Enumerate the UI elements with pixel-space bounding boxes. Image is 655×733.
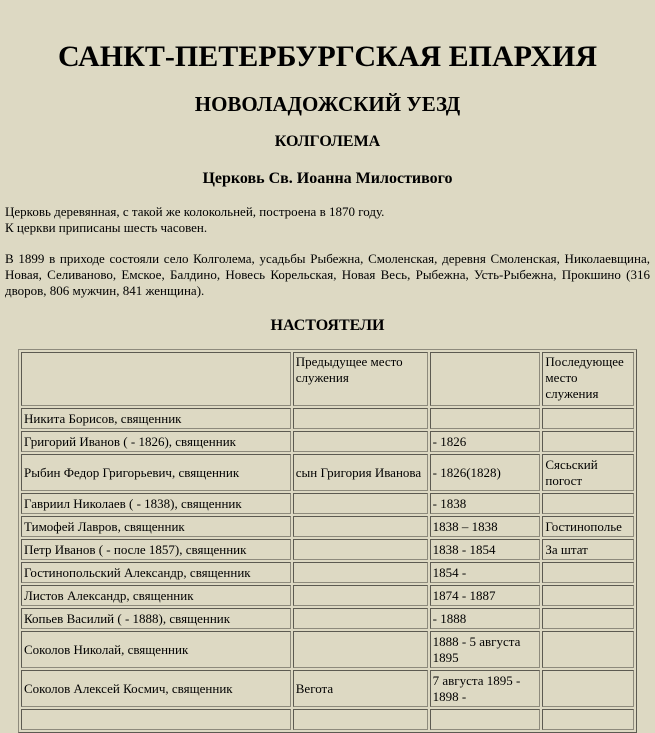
table-row — [21, 431, 634, 452]
cell-period: - 1826(1828) — [430, 454, 541, 491]
cell-next: За штат — [542, 539, 634, 560]
table-row — [21, 585, 634, 606]
cell-name: Рыбин Федор Григорьевич, священник — [21, 454, 291, 491]
cell-next — [542, 670, 634, 707]
cell-previous — [293, 562, 428, 583]
rectors-table — [18, 349, 637, 733]
table-row — [21, 516, 634, 537]
cell-period: - 1888 — [430, 608, 541, 629]
cell-period — [430, 408, 541, 429]
cell-next: Сясьский погост — [542, 454, 634, 491]
cell-next — [542, 408, 634, 429]
cell-previous — [293, 493, 428, 514]
cell-period: - 1826 — [430, 431, 541, 452]
table-row — [21, 670, 634, 707]
cell-previous — [293, 631, 428, 668]
cell-next — [542, 631, 634, 668]
church-description — [5, 189, 650, 236]
cell-name: Петр Иванов ( - после 1857), священник — [21, 539, 291, 560]
place-title: КОЛГОЛЕМА — [274, 133, 381, 150]
table-row — [21, 631, 634, 668]
cell-period: - 1838 — [430, 493, 541, 514]
cell-previous — [293, 585, 428, 606]
cell-name: Никита Борисов, священник — [21, 408, 291, 429]
table-row — [21, 408, 634, 429]
district-title: НОВОЛАДОЖСКИЙ УЕЗД — [194, 92, 461, 116]
cell-previous — [293, 608, 428, 629]
cell-name: Григорий Иванов ( - 1826), священник — [21, 431, 291, 452]
rectors-table-wrapper — [18, 349, 637, 733]
header-next-service: Последующее место служения — [542, 352, 634, 406]
cell-previous — [293, 516, 428, 537]
cell-next — [542, 608, 634, 629]
cell-name: Соколов Алексей Космич, священник — [21, 670, 291, 707]
table-header-row — [21, 352, 634, 406]
cell-name: Тимофей Лавров, священник — [21, 516, 291, 537]
cell-next — [542, 493, 634, 514]
description-line-1: Церковь деревянная, с такой же колокольней, построена в 1870 году. — [5, 204, 385, 219]
cell-period: 7 августа 1895 - 1898 - — [430, 670, 541, 707]
cell-next — [542, 431, 634, 452]
header-name — [21, 352, 291, 406]
parish-description: В 1899 в приходе состояли село Колголема, усадьбы Рыбежна, Смоленская, деревня Смоленская, Николаевщина, Новая, Селиваново, Емское, Балдино, Новесь Корельская, Новая Весь, Рыбежна, Усть-Рыбежна, Прокшино (316 дворов, 806 мужчин, 841 женщина). — [5, 251, 650, 298]
table-row — [21, 608, 634, 629]
cell-previous: сын Григория Иванова — [293, 454, 428, 491]
cell-next: Гостинополье — [542, 516, 634, 537]
header-period — [430, 352, 541, 406]
cell-period: 1888 - 5 августа 1895 — [430, 631, 541, 668]
cell-name: Гостинопольский Александр, священник — [21, 562, 291, 583]
table-row — [21, 562, 634, 583]
cell-name: Соколов Николай, священник — [21, 631, 291, 668]
cell-previous: Вегота — [293, 670, 428, 707]
cell-name: Листов Александр, священник — [21, 585, 291, 606]
cell-previous — [293, 408, 428, 429]
cell-name: Гавриил Николаев ( - 1838), священник — [21, 493, 291, 514]
page — [0, 0, 655, 336]
cell-next — [542, 585, 634, 606]
cell-next — [542, 562, 634, 583]
cell-period: 1874 - 1887 — [430, 585, 541, 606]
description-line-2: К церкви приписаны шесть часовен. — [5, 220, 208, 235]
diocese-title: САНКТ-ПЕТЕРБУРГСКАЯ ЕПАРХИЯ — [57, 40, 598, 73]
table-row — [21, 493, 634, 514]
church-title: Церковь Св. Иоанна Милостивого — [202, 170, 453, 187]
cell-period: 1838 – 1838 — [430, 516, 541, 537]
table-row — [21, 454, 634, 491]
table-row — [21, 539, 634, 560]
cell-period: 1838 - 1854 — [430, 539, 541, 560]
section-title-rectors: НАСТОЯТЕЛИ — [270, 317, 385, 334]
cell-period: 1854 - — [430, 562, 541, 583]
cell-name: Копьев Василий ( - 1888), священник — [21, 608, 291, 629]
cell-previous — [293, 539, 428, 560]
cell-previous — [293, 431, 428, 452]
header-previous-service: Предыдущее место служения — [293, 352, 428, 406]
